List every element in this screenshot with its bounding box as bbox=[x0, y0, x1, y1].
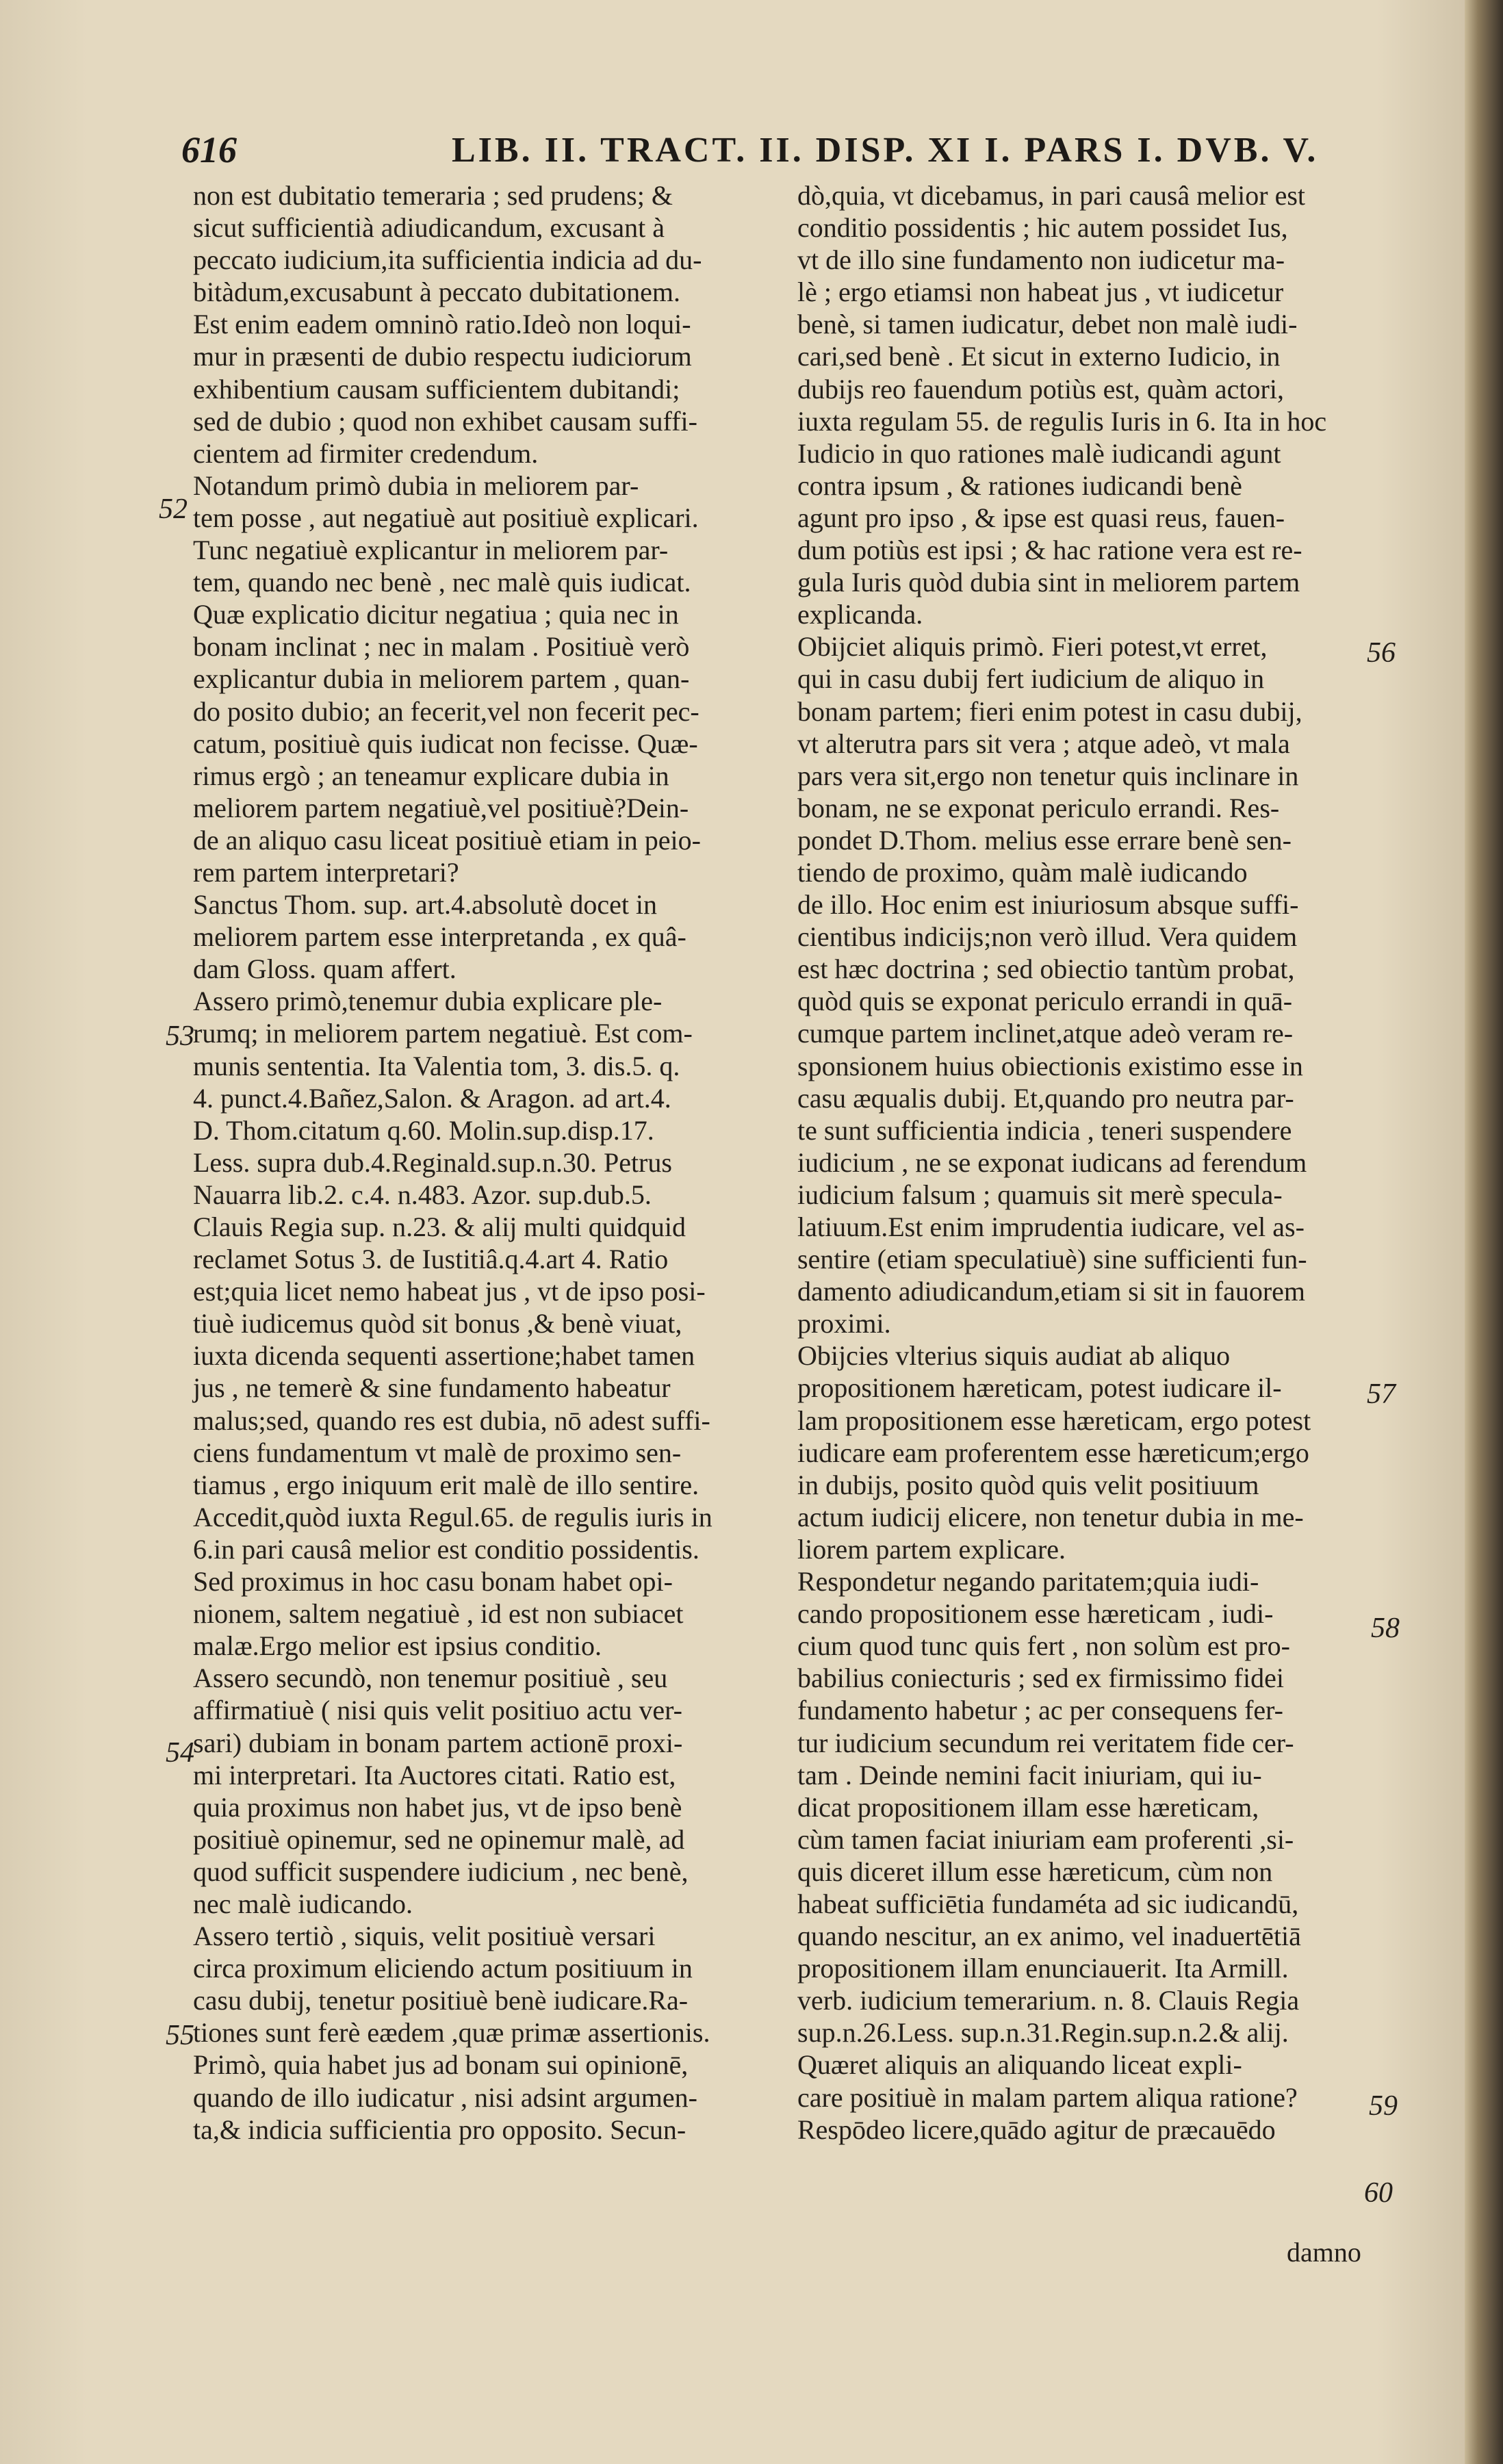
text-line: rimus ergò ; an teneamur explicare dubia in bbox=[193, 760, 669, 791]
right-column bbox=[797, 179, 1383, 2146]
text-line: benè, si tamen iudicatur, debet non malè iudi- bbox=[797, 309, 1298, 340]
text-line: de an aliquo casu liceat positiuè etiam in peio- bbox=[193, 824, 701, 856]
text-line: Obijciet aliquis primò. Fieri potest,vt erret, bbox=[797, 631, 1268, 663]
text-line: 4. punct.4.Bañez,Salon. & Aragon. ad art.4. bbox=[193, 1082, 671, 1114]
text-line: dicat propositionem illam esse hæreticam, bbox=[797, 1791, 1259, 1823]
text-line: sed de dubio ; quod non exhibet causam suffi- bbox=[193, 405, 697, 437]
text-line: Quæret aliquis an aliquando liceat expli- bbox=[797, 2049, 1242, 2081]
text-line: Less. supra dub.4.Reginald.sup.n.30. Petrus bbox=[193, 1146, 672, 1178]
text-line: pondet D.Thom. melius esse errare benè sen- bbox=[797, 824, 1292, 856]
text-line: Respōdeo licere,quādo agitur de præcauēdo bbox=[797, 2114, 1276, 2145]
text-line: malus;sed, quando res est dubia, nō adest suffi- bbox=[193, 1404, 710, 1436]
margin-number-53: 53 bbox=[166, 1021, 194, 1052]
text-line: Assero primò,tenemur dubia explicare ple- bbox=[193, 986, 663, 1017]
text-line: iudicare eam proferentem esse hæreticum;ergo bbox=[797, 1437, 1309, 1468]
text-line: iuxta dicenda sequenti assertione;habet tamen bbox=[193, 1340, 695, 1372]
text-line: conditio possidentis ; hic autem possidet Ius, bbox=[797, 212, 1288, 244]
text-line: lam propositionem esse hæreticam, ergo potest bbox=[797, 1404, 1311, 1436]
margin-number-56: 56 bbox=[1367, 637, 1396, 669]
text-line: quòd quis se exponat periculo errandi in quā- bbox=[797, 986, 1293, 1017]
text-line: peccato iudicium,ita sufficientia indicia ad du- bbox=[193, 244, 702, 276]
page-edge bbox=[1465, 0, 1503, 2464]
text-line: Quæ explicatio dicitur negatiua ; quia nec in bbox=[193, 599, 679, 630]
text-line: iudicium , ne se exponat iudicans ad ferendum bbox=[797, 1146, 1307, 1178]
running-head bbox=[181, 129, 1319, 177]
text-line: sentire (etiam speculatiuè) sine sufficienti fun- bbox=[797, 1244, 1307, 1275]
text-line: Obijcies vlterius siquis audiat ab aliquo bbox=[797, 1340, 1231, 1372]
text-line: latiuum.Est enim imprudentia iudicare, vel as- bbox=[797, 1211, 1305, 1242]
text-line: tur iudicium secundum rei veritatem fide cer- bbox=[797, 1727, 1294, 1758]
text-line: dam Gloss. quam affert. bbox=[193, 953, 457, 985]
text-line: in dubijs, posito quòd quis velit positiuum bbox=[797, 1469, 1259, 1500]
text-line: tam . Deinde nemini facit iniuriam, qui iu- bbox=[797, 1759, 1262, 1791]
text-line: iudicium falsum ; quamuis sit merè specula- bbox=[797, 1179, 1283, 1210]
text-line: Nauarra lib.2. c.4. n.483. Azor. sup.dub.5. bbox=[193, 1179, 652, 1210]
text-line: rem partem interpretari? bbox=[193, 856, 459, 888]
text-line: affirmatiuè ( nisi quis velit positiuo actu ver- bbox=[193, 1695, 682, 1726]
text-line: exhibentium causam sufficientem dubitandi; bbox=[193, 373, 680, 405]
text-line: meliorem partem esse interpretanda , ex quâ- bbox=[193, 921, 686, 953]
text-line: vt alterutra pars sit vera ; atque adeò, vt mala bbox=[797, 728, 1290, 759]
text-line: ta,& indicia sufficientia pro opposito. Secun- bbox=[193, 2114, 686, 2145]
text-line: 6.in pari causâ melior est conditio possidentis. bbox=[193, 1533, 699, 1565]
text-line: habeat sufficiētia fundaméta ad sic iudicandū, bbox=[797, 1888, 1299, 1919]
text-line: quia proximus non habet jus, vt de ipso benè bbox=[193, 1791, 682, 1823]
text-line: tem, quando nec benè , nec malè quis iudicat. bbox=[193, 567, 691, 598]
text-line: pars vera sit,ergo non tenetur quis inclinare in bbox=[797, 760, 1299, 791]
text-line: dubijs reo fauendum potiùs est, quàm actori, bbox=[797, 373, 1284, 405]
text-line: Respondetur negando paritatem;quia iudi- bbox=[797, 1566, 1259, 1597]
text-line: non est dubitatio temeraria ; sed prudens; & bbox=[193, 180, 673, 211]
text-line: Iudicio in quo rationes malè iudicandi agunt bbox=[797, 437, 1281, 469]
text-line: sup.n.26.Less. sup.n.31.Regin.sup.n.2.& alij. bbox=[797, 2017, 1289, 2049]
text-line: tem posse , aut negatiuè aut positiuè explicari. bbox=[193, 502, 699, 533]
text-line: tiones sunt ferè eædem ,quæ primæ assertionis. bbox=[193, 2017, 710, 2049]
text-line: quando nescitur, an ex animo, vel inaduertētiā bbox=[797, 1921, 1301, 1952]
margin-number-60: 60 bbox=[1364, 2177, 1393, 2209]
text-line: liorem partem explicare. bbox=[797, 1533, 1066, 1565]
text-line: vt de illo sine fundamento non iudicetur ma- bbox=[797, 244, 1285, 276]
text-line: Notandum primò dubia in meliorem par- bbox=[193, 470, 639, 501]
text-line: cando propositionem esse hæreticam , iudi- bbox=[797, 1598, 1274, 1630]
catchword: damno bbox=[1287, 2237, 1361, 2268]
text-line: de illo. Hoc enim est iniuriosum absque suffi- bbox=[797, 889, 1299, 921]
text-line: malæ.Ergo melior est ipsius conditio. bbox=[193, 1630, 602, 1662]
text-line: fundamento habetur ; ac per consequens fer- bbox=[797, 1695, 1283, 1726]
page-number: 616 bbox=[181, 129, 237, 170]
text-line: munis sententia. Ita Valentia tom, 3. dis.5. q. bbox=[193, 1050, 680, 1081]
text-line: Sanctus Thom. sup. art.4.absolutè docet in bbox=[193, 889, 658, 921]
margin-number-55: 55 bbox=[166, 2020, 194, 2051]
text-line: cùm tamen faciat iniuriam eam proferenti ,si- bbox=[797, 1823, 1294, 1855]
text-line: lè ; ergo etiamsi non habeat jus , vt iudicetur bbox=[797, 277, 1284, 308]
text-line: mi interpretari. Ita Auctores citati. Ratio est, bbox=[193, 1759, 676, 1791]
text-line: nionem, saltem negatiuè , id est non subiacet bbox=[193, 1598, 684, 1630]
text-line: contra ipsum , & rationes iudicandi benè bbox=[797, 470, 1242, 501]
text-line: quis diceret illum esse hæreticum, cùm non bbox=[797, 1856, 1273, 1887]
margin-number-54: 54 bbox=[166, 1737, 194, 1769]
text-line: circa proximum eliciendo actum positiuum in bbox=[193, 1953, 693, 1984]
text-line: ciens fundamentum vt malè de proximo sen- bbox=[193, 1437, 682, 1468]
left-column bbox=[193, 179, 768, 2146]
text-line: dum potiùs est ipsi ; & hac ratione vera est re- bbox=[797, 535, 1302, 566]
text-line: iuxta regulam 55. de regulis Iuris in 6. Ita in hoc bbox=[797, 405, 1327, 437]
text-line: verb. iudicium temerarium. n. 8. Clauis Regia bbox=[797, 1985, 1300, 2016]
text-line: propositionem illam enunciauerit. Ita Armill. bbox=[797, 1953, 1289, 1984]
text-line: Est enim eadem omninò ratio.Ideò non loqui- bbox=[193, 309, 691, 340]
text-line: tiamus , ergo iniquum erit malè de illo sentire. bbox=[193, 1469, 699, 1500]
text-line: quod sufficit suspendere iudicium , nec benè, bbox=[193, 1856, 689, 1887]
text-line: Accedit,quòd iuxta Regul.65. de regulis iuris in bbox=[193, 1501, 712, 1532]
text-line: Clauis Regia sup. n.23. & alij multi quidquid bbox=[193, 1211, 686, 1242]
text-line: bitàdum,excusabunt à peccato dubitationem. bbox=[193, 277, 680, 308]
text-line: catum, positiuè quis iudicat non fecisse. Quæ- bbox=[193, 728, 698, 759]
text-line: jus , ne temerè & sine fundamento habeatur bbox=[193, 1372, 671, 1404]
text-line: nec malè iudicando. bbox=[193, 1888, 413, 1919]
text-line: agunt pro ipso , & ipse est quasi reus, fauen- bbox=[797, 502, 1285, 533]
text-line: rumq; in meliorem partem negatiuè. Est com- bbox=[193, 1018, 693, 1049]
text-line: meliorem partem negatiuè,vel positiuè?Dein- bbox=[193, 792, 689, 823]
text-line: quando de illo iudicatur , nisi adsint argumen- bbox=[193, 2081, 697, 2113]
text-line: gula Iuris quòd dubia sint in meliorem partem bbox=[797, 567, 1300, 598]
text-line: proximi. bbox=[797, 1308, 891, 1339]
text-line: dò,quia, vt dicebamus, in pari causâ melior est bbox=[797, 180, 1306, 211]
text-line: explicantur dubia in meliorem partem , quan- bbox=[193, 663, 690, 695]
text-line: Primò, quia habet jus ad bonam sui opinionē, bbox=[193, 2049, 689, 2081]
text-line: cari,sed benè . Et sicut in externo Iudicio, in bbox=[797, 341, 1281, 372]
text-line: D. Thom.citatum q.60. Molin.sup.disp.17. bbox=[193, 1114, 654, 1146]
text-line: reclamet Sotus 3. de Iustitiâ.q.4.art 4. Ratio bbox=[193, 1244, 669, 1275]
text-line: Assero secundò, non tenemur positiuè , seu bbox=[193, 1663, 668, 1694]
text-line: babilius coniecturis ; sed ex firmissimo fidei bbox=[797, 1663, 1284, 1694]
text-line: bonam, ne se exponat periculo errandi. Res- bbox=[797, 792, 1280, 823]
text-line: est;quia licet nemo habeat jus , vt de ipso posi- bbox=[193, 1276, 706, 1307]
text-line: sari) dubiam in bonam partem actionē proxi- bbox=[193, 1727, 683, 1758]
text-line: casu dubij, tenetur positiuè benè iudicare.Ra- bbox=[193, 1985, 689, 2016]
text-line: cium quod tunc quis fert , non solùm est pro- bbox=[797, 1630, 1290, 1662]
text-line: bonam partem; fieri enim potest in casu dubij, bbox=[797, 695, 1302, 727]
text-line: positiuè opinemur, sed ne opinemur malè, ad bbox=[193, 1823, 685, 1855]
text-line: do posito dubio; an fecerit,vel non fecerit pec- bbox=[193, 695, 699, 727]
text-line: Sed proximus in hoc casu bonam habet opi- bbox=[193, 1566, 673, 1597]
text-line: damento adiudicandum,etiam si sit in fauorem bbox=[797, 1276, 1306, 1307]
text-line: explicanda. bbox=[797, 599, 923, 630]
text-line: actum iudicij elicere, non tenetur dubia in me- bbox=[797, 1501, 1304, 1532]
text-line: cientibus indicijs;non verò illud. Vera quidem bbox=[797, 921, 1298, 953]
text-line: te sunt sufficientia indicia , teneri suspendere bbox=[797, 1114, 1292, 1146]
text-line: bonam inclinat ; nec in malam . Positiuè verò bbox=[193, 631, 690, 663]
text-line: cientem ad firmiter credendum. bbox=[193, 437, 539, 469]
margin-number-58: 58 bbox=[1371, 1613, 1400, 1644]
text-line: tiuè iudicemus quòd sit bonus ,& benè viuat, bbox=[193, 1308, 682, 1339]
text-line: tiendo de proximo, quàm malè iudicando bbox=[797, 856, 1248, 888]
text-line: care positiuè in malam partem aliqua ratione? bbox=[797, 2081, 1298, 2113]
text-line: sponsionem huius obiectionis existimo esse in bbox=[797, 1050, 1303, 1081]
text-line: mur in præsenti de dubio respectu iudiciorum bbox=[193, 341, 692, 372]
text-line: qui in casu dubij fert iudicium de aliquo in bbox=[797, 663, 1265, 695]
margin-number-57: 57 bbox=[1367, 1378, 1396, 1410]
text-line: propositionem hæreticam, potest iudicare il- bbox=[797, 1372, 1282, 1404]
text-line: cumque partem inclinet,atque adeò veram re- bbox=[797, 1018, 1294, 1049]
margin-number-59: 59 bbox=[1369, 2090, 1398, 2122]
text-line: est hæc doctrina ; sed obiectio tantùm probat, bbox=[797, 953, 1295, 985]
text-line: Tunc negatiuè explicantur in meliorem par- bbox=[193, 535, 669, 566]
running-title: LIB. II. TRACT. II. DISP. XI I. PARS I. DVB. V. bbox=[452, 131, 1319, 170]
text-line: casu æqualis dubij. Et,quando pro neutra par- bbox=[797, 1082, 1294, 1114]
text-line: Assero tertiò , siquis, velit positiuè versari bbox=[193, 1921, 656, 1952]
text-line: sicut sufficientià adiudicandum, excusant à bbox=[193, 212, 665, 244]
margin-number-52: 52 bbox=[159, 493, 188, 525]
